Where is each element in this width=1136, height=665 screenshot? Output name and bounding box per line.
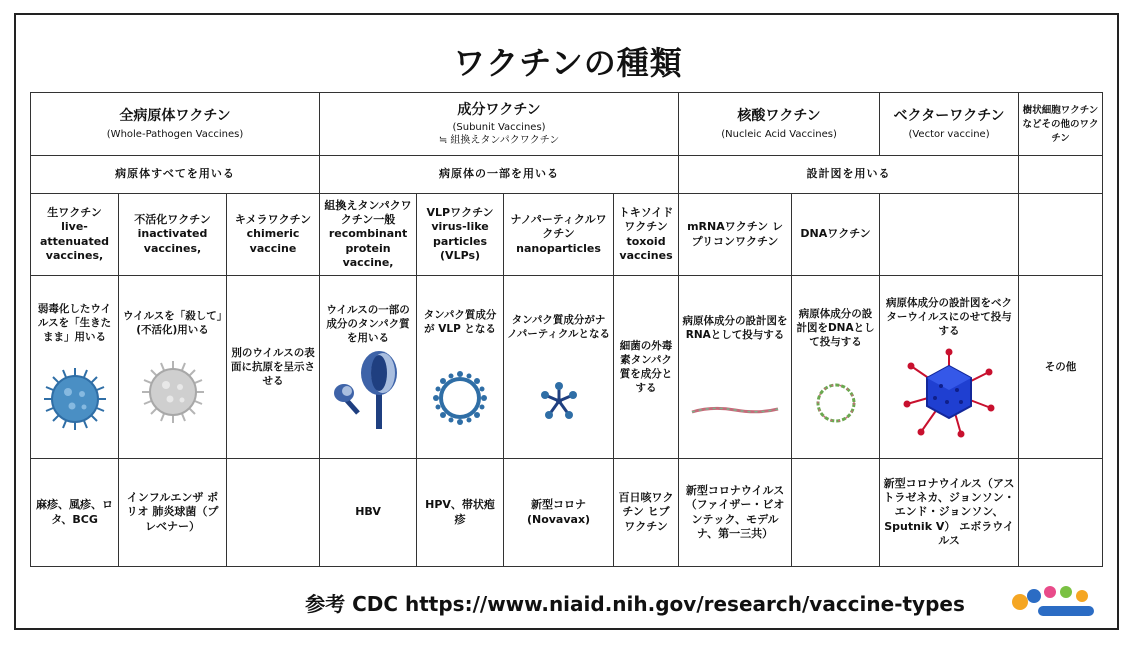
examples-vector: 新型コロナウイルス（アストラゼネカ、ジョンソン・エンド・ジョンソン、Sputnik V） エボラウイルス [880,459,1019,567]
cov-navi-logo-icon [1010,582,1102,622]
desc-dna: 病原体成分の設計図をDNAとして投与する [792,276,880,459]
type-name-row [31,194,1103,276]
examples-row [31,459,1103,567]
desc-chimeric: 別のウイルスの表面に抗原を呈示させる [227,276,320,459]
desc-toxoid: 細菌の外毒素タンパク質を成分とする [614,276,679,459]
examples-inactivated: インフルエンザ ポリオ 肺炎球菌（プレベナー） [119,459,227,567]
type-name-vector [880,194,1019,276]
category-other: 樹状細胞ワクチンなどその他のワクチン [1019,93,1103,156]
type-name-live: 生ワクチン live-attenuated vaccines, [31,194,119,276]
group-part: 病原体の一部を用いる [320,156,679,194]
category-whole-pathogen: 全病原体ワクチン (Whole-Pathogen Vaccines) [31,93,320,156]
type-name-inactivated: 不活化ワクチン inactivated vaccines, [119,194,227,276]
desc-other: その他 [1019,276,1103,459]
desc-inactivated: ウイルスを「殺して」(不活化)用いる [119,276,227,459]
type-name-chimeric: キメラワクチン chimeric vaccine [227,194,320,276]
group-empty [1019,156,1103,194]
reference-text: 参考 CDC https://www.niaid.nih.gov/research/vaccine-types [305,592,965,616]
desc-vlp: タンパク質成分が VLP となる [417,276,504,459]
examples-vlp: HPV、帯状疱疹 [417,459,504,567]
type-name-toxoid: トキソイドワクチン toxoid vaccines [614,194,679,276]
group-whole: 病原体すべてを用いる [31,156,320,194]
category-nucleic-acid: 核酸ワクチン (Nucleic Acid Vaccines) [679,93,880,156]
examples-live: 麻疹、風疹、ロタ、BCG [31,459,119,567]
protein-icon [330,351,406,431]
virus-blue-icon [42,366,108,432]
nanoparticle-icon [539,381,579,421]
type-name-other [1019,194,1103,276]
examples-chimeric [227,459,320,567]
category-subunit: 成分ワクチン (Subunit Vaccines) ≒ 組換えタンパクワクチン [320,93,679,156]
vlp-icon [432,370,488,426]
category-row [31,93,1103,156]
type-name-vlp: VLPワクチン virus-like particles (VLPs) [417,194,504,276]
examples-toxoid: 百日咳ワクチン ヒブワクチン [614,459,679,567]
group-blueprint: 設計図を用いる [679,156,1019,194]
desc-mrna: 病原体成分の設計図をRNAとして投与する [679,276,792,459]
examples-other [1019,459,1103,567]
dna-plasmid-icon [812,379,860,427]
type-name-nanoparticle: ナノパーティクルワクチン nanoparticles [504,194,614,276]
desc-recombinant: ウイルスの一部の成分のタンパク質を用いる [320,276,417,459]
page-title: ワクチンの種類 [453,44,683,82]
vaccine-types-table [30,92,1103,567]
examples-nanoparticle: 新型コロナ (Novavax) [504,459,614,567]
virus-gray-icon [140,359,206,425]
description-row [31,276,1103,459]
category-vector: ベクターワクチン (Vector vaccine) [880,93,1019,156]
desc-vector: 病原体成分の設計図をベクターウイルスにのせて投与する [880,276,1019,459]
type-name-recombinant: 組換えタンパクワクチン一般 recombinant protein vaccine, [320,194,417,276]
type-name-dna: DNAワクチン [792,194,880,276]
viral-vector-icon [901,346,997,438]
examples-dna [792,459,880,567]
mrna-icon [690,400,780,420]
group-row [31,156,1103,194]
examples-mrna: 新型コロナウイルス（ファイザー・ビオンテック、モデルナ、第一三共） [679,459,792,567]
desc-nanoparticle: タンパク質成分がナノパーティクルとなる [504,276,614,459]
desc-live: 弱毒化したウイルスを「生きたまま」用いる [31,276,119,459]
type-name-mrna: mRNAワクチン レプリコンワクチン [679,194,792,276]
examples-recombinant: HBV [320,459,417,567]
